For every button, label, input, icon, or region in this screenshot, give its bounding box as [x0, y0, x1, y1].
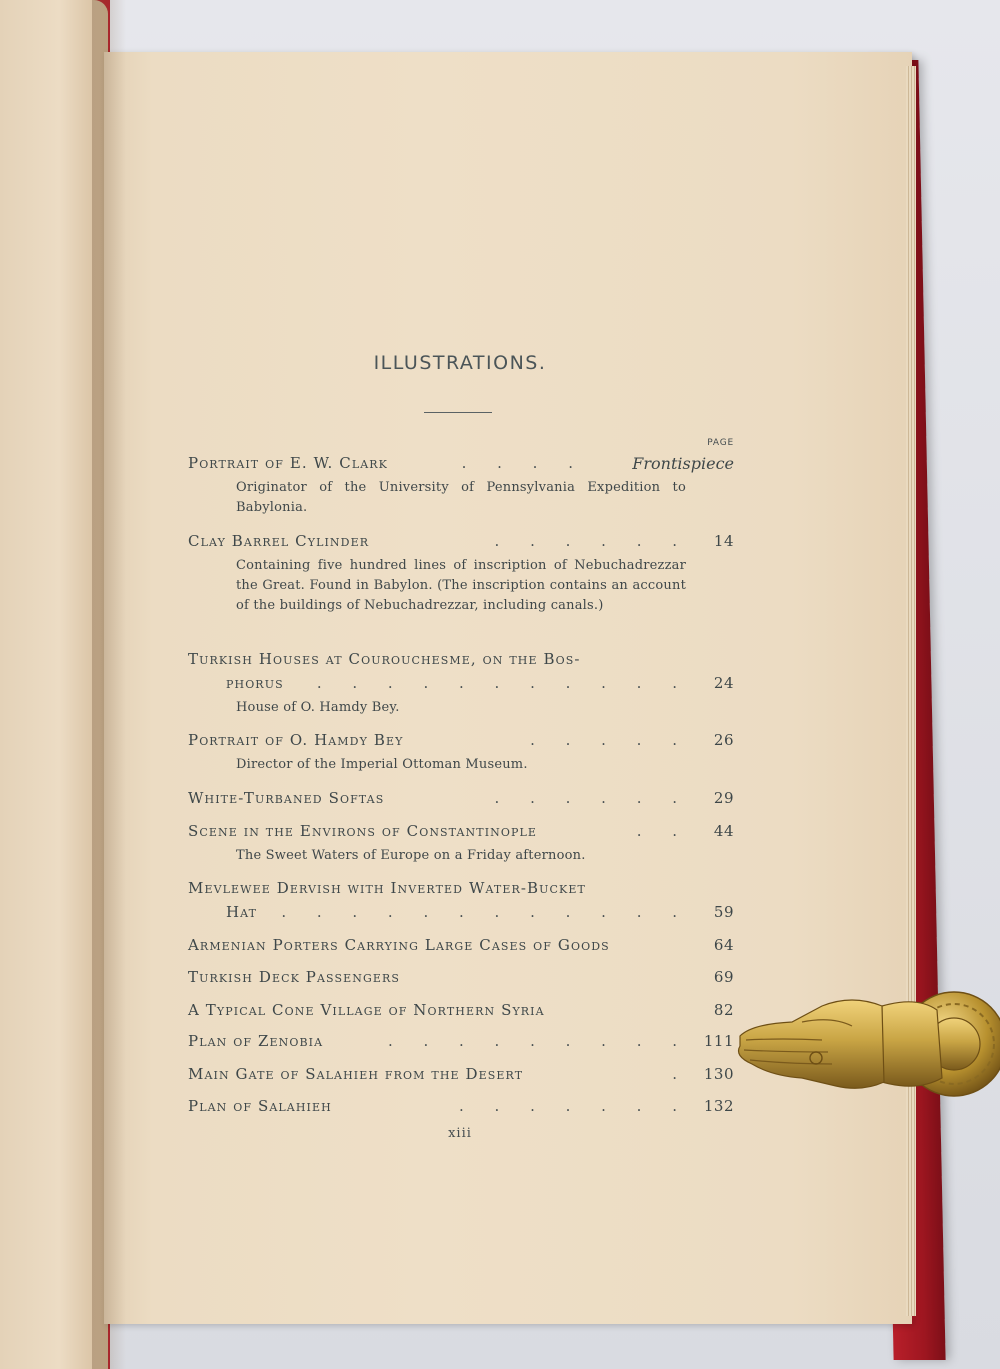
leader-dots: . . . . . .: [494, 789, 690, 807]
entry-heading: [188, 879, 736, 903]
leader-dots: . . . . .: [530, 731, 690, 749]
leader-dots: . . . . . .: [494, 532, 690, 550]
entry-page: 59: [713, 903, 734, 921]
entry-page: 44: [713, 822, 734, 840]
book-gutter: [92, 0, 126, 1369]
entry-title: Plan of Salahieh: [188, 1097, 332, 1115]
list-item: [188, 822, 736, 866]
list-item: [188, 1097, 736, 1121]
entry-page: 82: [713, 1001, 734, 1019]
entry-heading: [188, 532, 736, 556]
entry-page: 14: [713, 532, 734, 550]
list-item: [188, 789, 736, 813]
entry-title: Mevlewee Dervish with Inverted Water-Bucket: [188, 879, 586, 897]
entry-title-continued: phorus: [226, 674, 284, 692]
entry-description: The Sweet Waters of Europe on a Friday afternoon.: [236, 848, 586, 863]
list-item: [188, 936, 736, 960]
entry-heading: [188, 650, 736, 674]
entry-page: 24: [713, 674, 734, 692]
entry-heading: [188, 1097, 736, 1121]
list-item: [188, 532, 736, 616]
entry-title: Portrait of E. W. Clark: [188, 454, 388, 472]
entry-title: White-Turbaned Softas: [188, 789, 385, 807]
entry-description: Containing five hundred lines of inscription of Nebuchadrezzar the Great. Found in Babylon. (The inscription contains an account of the buildings of Nebuchadrezzar, including canals.): [236, 558, 686, 613]
list-item: [188, 731, 736, 775]
entry-heading: [188, 731, 736, 755]
entry-title: Turkish Deck Passengers: [188, 968, 400, 986]
entry-heading: [188, 936, 736, 960]
leader-dots: . . . .: [461, 454, 586, 472]
leader-dots: . . . . . . . . . . . .: [281, 903, 690, 921]
leader-dots: . . . . . . . . . . .: [316, 674, 690, 692]
list-item: [188, 1032, 736, 1056]
entry-title: Scene in the Environs of Constantinople: [188, 822, 538, 840]
sleeve: [882, 1002, 942, 1086]
leader-dots: . .: [636, 822, 690, 840]
entry-title: Main Gate of Salahieh from the Desert: [188, 1065, 524, 1083]
list-item: [188, 968, 736, 992]
entry-heading-continued: [188, 674, 736, 698]
entry-heading-continued: [188, 903, 736, 927]
list-item: [188, 879, 736, 927]
list-item: [188, 650, 736, 718]
entry-heading: [188, 822, 736, 846]
entry-page: 69: [713, 968, 734, 986]
entry-page: 26: [713, 731, 734, 749]
entry-title-continued: Hat: [226, 903, 258, 921]
brass-hand-page-holder: [732, 966, 1000, 1126]
entry-page: Frontispiece: [632, 454, 734, 473]
page-edges: [906, 66, 916, 1316]
entry-page: 64: [713, 936, 734, 954]
list-item: [188, 1001, 736, 1025]
entry-page: 130: [703, 1065, 734, 1083]
entry-title: Armenian Porters Carrying Large Cases of Goods: [188, 936, 610, 954]
entry-page: 132: [703, 1097, 734, 1115]
entry-title: Plan of Zenobia: [188, 1032, 324, 1050]
page-column-label: PAGE: [707, 438, 734, 448]
entry-description: Director of the Imperial Ottoman Museum.: [236, 757, 528, 772]
entry-page: 111: [703, 1032, 734, 1050]
entry-heading: [188, 1001, 736, 1025]
leader-dots: . . . . . . . . .: [387, 1032, 690, 1050]
entry-heading: [188, 968, 736, 992]
page-number: xiii: [448, 1126, 472, 1141]
entry-description: House of O. Hamdy Bey.: [236, 700, 400, 715]
title-rule: [424, 412, 492, 413]
entry-heading: [188, 1032, 736, 1056]
entry-title: Turkish Houses at Courouchesme, on the Bos-: [188, 650, 581, 668]
entry-description: Originator of the University of Pennsylvania Expedition to Babylonia.: [236, 480, 686, 515]
entry-heading: [188, 1065, 736, 1089]
entry-title: Clay Barrel Cylinder: [188, 532, 370, 550]
hand-shape: [739, 1000, 885, 1088]
leader-dots: .: [672, 1065, 690, 1083]
leader-dots: . . . . . . .: [459, 1097, 690, 1115]
list-item: [188, 454, 736, 518]
page-title: ILLUSTRATIONS.: [373, 352, 547, 374]
entry-heading: [188, 789, 736, 813]
entry-page: 29: [713, 789, 734, 807]
entry-heading: [188, 454, 736, 478]
entry-title: A Typical Cone Village of Northern Syria: [188, 1001, 545, 1019]
list-item: [188, 1065, 736, 1089]
entry-title: Portrait of O. Hamdy Bey: [188, 731, 404, 749]
